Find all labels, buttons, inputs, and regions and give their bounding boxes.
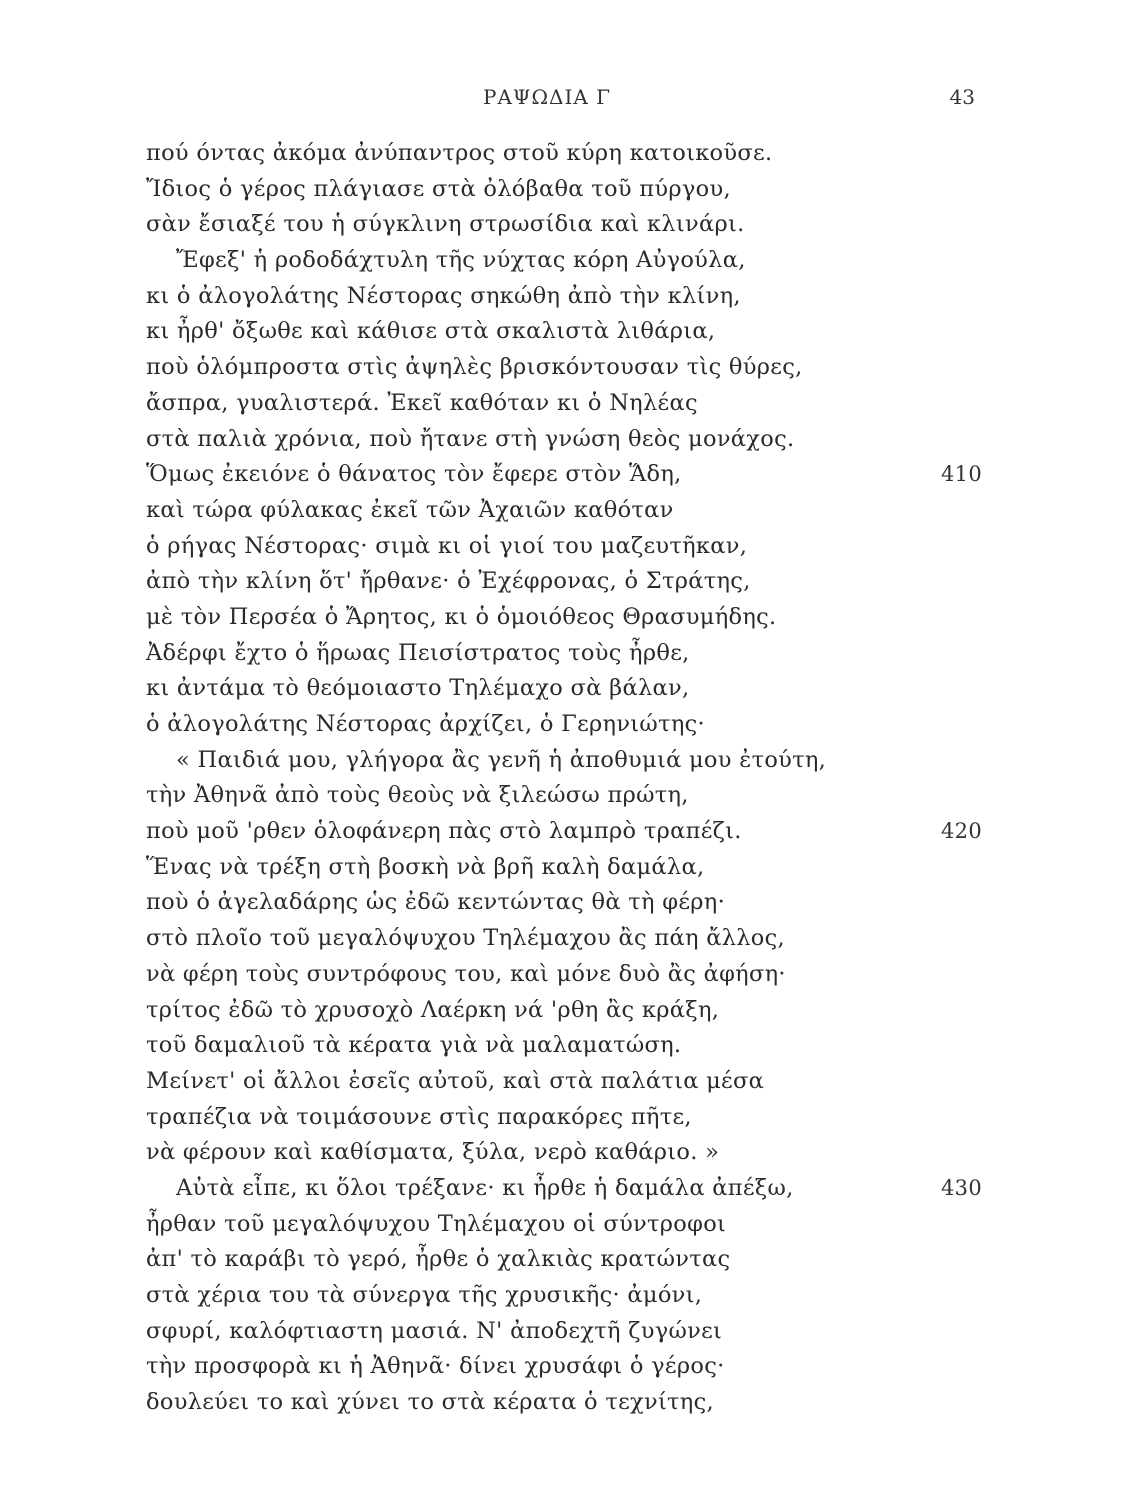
verse-text: ἦρθαν τοῦ μεγαλόψυχου Τηλέμαχου οἱ σύντροφοι [146,1210,727,1237]
chapter-title: ΡΑΨΩΔΙΑ Γ [483,85,612,109]
verse-line [146,993,996,1029]
verse-text: Ὅμως ἐκειόνε ὁ θάνατος τὸν ἔφερε στὸν Ἅδη, [146,461,682,488]
verse-text: ἄσπρα, γυαλιστερά. Ἐκεῖ καθόταν κι ὁ Νηλέας [146,389,698,416]
verse-line [146,1100,996,1136]
verse-line [146,1135,996,1171]
verse-line [146,1207,996,1243]
verse-line [146,814,996,850]
verse-text: νὰ φέρουν καὶ καθίσματα, ξύλα, νερὸ καθάριο. » [146,1139,720,1166]
verse-text: ἀπὸ τὴν κλίνη ὅτ' ἤρθανε· ὁ Ἐχέφρονας, ὁ Στράτης, [146,568,751,595]
verse-line [146,493,996,529]
verse-text: ὁ ἀλογολάτης Νέστορας ἀρχίζει, ὁ Γερηνιώτης· [146,711,705,737]
verse-line [146,707,996,743]
verse-line [146,564,996,600]
verse-text: ἀπ' τὸ καράβι τὸ γερό, ἦρθε ὁ χαλκιὰς κρατώντας [146,1246,731,1273]
verse-text: τρίτος ἐδῶ τὸ χρυσοχὸ Λαέρκη νά 'ρθη ἂς κράξη, [146,996,720,1023]
verse-text: ποὺ μοῦ 'ρθεν ὁλοφάνερη πὰς στὸ λαμπρὸ τραπέζι. [146,818,742,845]
verse-line [146,1171,996,1207]
verse-line [146,1314,996,1350]
verse-text: καὶ τώρα φύλακας ἐκεῖ τῶν Ἀχαιῶν καθόταν [146,496,674,523]
verse-line [146,957,996,993]
verse-text: Ἀδέρφι ἔχτο ὁ ἥρωας Πεισίστρατος τοὺς ἦρθε, [146,639,690,666]
verse-line [146,207,996,243]
verse-line [146,1064,996,1100]
verse-line [146,636,996,672]
verse-text: σφυρί, καλόφτιαστη μασιά. Ν' ἀποδεχτῆ ζυγώνει [146,1317,723,1344]
verse-text: Αὐτὰ εἶπε, κι ὅλοι τρέξανε· κι ἦρθε ἡ δαμάλα ἀπέξω, [176,1174,794,1201]
line-number: 410 [941,462,982,487]
running-header [0,85,1147,115]
verse-line [146,172,996,208]
verse-line [146,422,996,458]
line-number: 420 [941,819,982,844]
verse-line [146,279,996,315]
verse-line [146,314,996,350]
poem-text [146,136,996,1421]
verse-text: δουλεύει το καὶ χύνει το στὰ κέρατα ὁ τεχνίτης, [146,1389,714,1416]
verse-text: ποὺ ὁ ἀγελαδάρης ὡς ἐδῶ κεντώντας θὰ τὴ φέρη· [146,889,726,916]
verse-line [146,743,996,779]
line-number: 430 [941,1175,982,1200]
verse-line [146,1385,996,1421]
verse-text: Ἕνας νὰ τρέξη στὴ βοσκὴ νὰ βρῆ καλὴ δαμάλα, [146,853,705,880]
verse-text: σὰν ἔσιαξέ του ἡ σύγκλινη στρωσίδια καὶ κλινάρι. [146,211,745,238]
verse-text: « Παιδιά μου, γλήγορα ἂς γενῆ ἡ ἀποθυμιά μου ἐτούτη, [176,746,827,773]
verse-line [146,885,996,921]
verse-line [146,243,996,279]
verse-text: τραπέζια νὰ τοιμάσουνε στὶς παρακόρες πῆτε, [146,1103,692,1130]
verse-text: στὰ παλιὰ χρόνια, ποὺ ἤτανε στὴ γνώση θεὸς μονάχος. [146,425,795,452]
verse-line [146,1028,996,1064]
verse-line [146,350,996,386]
verse-line [146,1278,996,1314]
verse-line [146,386,996,422]
verse-text: μὲ τὸν Περσέα ὁ Ἄρητος, κι ὁ ὁμοιόθεος Θρασυμήδης. [146,603,777,630]
verse-line [146,921,996,957]
verse-text: ὁ ρήγας Νέστορας· σιμὰ κι οἱ γιοί του μαζευτῆκαν, [146,532,748,559]
verse-line [146,671,996,707]
verse-text: Ἔφεξ' ἡ ροδοδάχτυλη τῆς νύχτας κόρη Αὐγούλα, [176,247,746,274]
verse-text: κι ἀντάμα τὸ θεόμοιαστο Τηλέμαχο σὰ βάλαν, [146,675,690,702]
verse-text: Μείνετ' οἱ ἄλλοι ἐσεῖς αὐτοῦ, καὶ στὰ παλάτια μέσα [146,1067,765,1094]
verse-text: τὴν προσφορὰ κι ἡ Ἀθηνᾶ· δίνει χρυσάφι ὁ γέρος· [146,1353,725,1380]
verse-text: στὸ πλοῖο τοῦ μεγαλόψυχου Τηλέμαχου ἂς πάη ἄλλος, [146,925,786,952]
verse-text: τοῦ δαμαλιοῦ τὰ κέρατα γιὰ νὰ μαλαματώση. [146,1032,682,1059]
verse-line [146,529,996,565]
verse-line [146,1242,996,1278]
verse-line [146,778,996,814]
verse-text: ποὺ ὁλόμπροστα στὶς ἀψηλὲς βρισκόντουσαν τὶς θύρες, [146,354,803,381]
verse-text: πού όντας ἀκόμα ἀνύπαντρος στοῦ κύρη κατοικοῦσε. [146,140,773,166]
verse-text: τὴν Ἀθηνᾶ ἀπὸ τοὺς θεοὺς νὰ ξιλεώσω πρώτη, [146,782,689,809]
verse-line [146,600,996,636]
verse-line [146,136,996,172]
verse-line [146,457,996,493]
verse-text: νὰ φέρη τοὺς συντρόφους του, καὶ μόνε δυὸ ἂς ἀφήση· [146,960,786,987]
verse-line [146,850,996,886]
verse-text: κι ἦρθ' ὄξωθε καὶ κάθισε στὰ σκαλιστὰ λιθάρια, [146,318,716,345]
verse-text: Ἴδιος ὁ γέρος πλάγιασε στὰ ὀλόβαθα τοῦ πύργου, [146,175,731,202]
verse-line [146,1349,996,1385]
verse-text: κι ὁ ἀλογολάτης Νέστορας σηκώθη ἀπὸ τὴν κλίνη, [146,282,741,309]
verse-text: στὰ χέρια του τὰ σύνεργα τῆς χρυσικῆς· ἀμόνι, [146,1282,703,1308]
page-number: 43 [949,85,975,109]
